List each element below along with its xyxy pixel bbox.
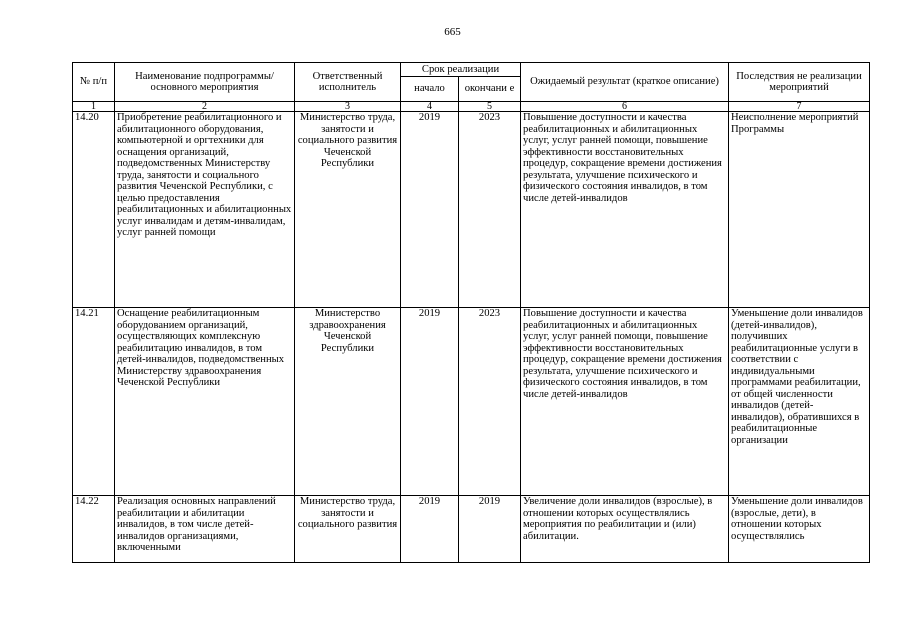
header-end: окончани е xyxy=(459,77,521,102)
end-year: 2019 xyxy=(478,496,501,507)
column-number: 2 xyxy=(115,102,295,112)
start-year: 2019 xyxy=(418,496,441,507)
start-year: 2019 xyxy=(401,112,459,308)
activity-name: Реализация основных направлений реабилитации и абилитации инвалидов, в том числе детей-инвалидов организациями, включенными xyxy=(117,496,276,553)
expected-result: Повышение доступности и качества реабилитационных и абилитационных услуг, услуг ранней помощи, повышение эффективности восстановительных процедур, сокращение времени достижения результата, улучшение психического и физического состояния инвалидов, в том числе детей-инвалидов xyxy=(521,308,729,496)
header-no: № п/п xyxy=(73,63,115,102)
row-number: 14.20 xyxy=(73,112,115,308)
column-number: 1 xyxy=(73,102,115,112)
row-number: 14.21 xyxy=(73,308,115,496)
executor: Министерство здравоохранения Чеченской Республики xyxy=(295,308,401,496)
header-start: начало xyxy=(401,77,459,102)
table-header-row xyxy=(73,63,870,77)
column-number: 5 xyxy=(459,102,521,112)
row-number: 14.22 xyxy=(75,496,99,507)
header-consequences: Последствия не реализации мероприятий xyxy=(729,63,870,102)
consequences: Неисполнение мероприятий Программы xyxy=(729,112,870,308)
executor: Министерство труда, занятости и социального развития xyxy=(297,496,398,530)
table-row xyxy=(73,112,870,308)
activities-table xyxy=(72,62,870,563)
consequences: Уменьшение доли инвалидов (детей-инвалидов), получивших реабилитационные услуги в соответствии с индивидуальными программами реабилитации, от общей численности инвалидов (детей-инвалидов), обратившихся в реабилитационные организации xyxy=(729,308,870,496)
table-row xyxy=(73,496,870,563)
end-year: 2023 xyxy=(459,308,521,496)
header-result: Ожидаемый результат (краткое описание) xyxy=(521,63,729,102)
column-number: 3 xyxy=(295,102,401,112)
column-number: 4 xyxy=(401,102,459,112)
activity-name: Приобретение реабилитационного и абилитационного оборудования, компьютерной и оргтехники для оснащения организаций, подведомственных Министерству труда, занятости и социального развития Чеченской Республики, с целью предоставления реабилитационных и абилитационных услуг инвалидам и детям-инвалидам, услуг ранней помощи xyxy=(115,112,295,308)
end-year: 2023 xyxy=(459,112,521,308)
executor: Министерство труда, занятости и социального развития Чеченской Республики xyxy=(295,112,401,308)
header-period: Срок реализации xyxy=(401,63,521,77)
table-row xyxy=(73,308,870,496)
header-name: Наименование подпрограммы/ основного мероприятия xyxy=(115,63,295,102)
page-number: 665 xyxy=(444,26,461,38)
expected-result: Повышение доступности и качества реабилитационных и абилитационных услуг, услуг ранней помощи, повышение эффективности восстановительных процедур, сокращение времени достижения результата, улучшение психического и физического состояния инвалидов, в том числе детей-инвалидов xyxy=(521,112,729,308)
activity-name: Оснащение реабилитационным оборудованием организаций, осуществляющих комплексную реабилитацию инвалидов, в том детей-инвалидов, подведомственных Министерству здравоохранения Чеченской Республики xyxy=(115,308,295,496)
column-number: 6 xyxy=(521,102,729,112)
column-number: 7 xyxy=(729,102,870,112)
column-number-row xyxy=(73,102,870,112)
start-year: 2019 xyxy=(401,308,459,496)
header-executor: Ответственный исполнитель xyxy=(295,63,401,102)
expected-result: Увеличение доли инвалидов (взрослые), в отношении которых осуществлялись мероприятия по реабилитации и (или) абилитации. xyxy=(523,496,713,542)
consequences: Уменьшение доли инвалидов (взрослые, дети), в отношении которых осуществлялись xyxy=(731,496,863,542)
